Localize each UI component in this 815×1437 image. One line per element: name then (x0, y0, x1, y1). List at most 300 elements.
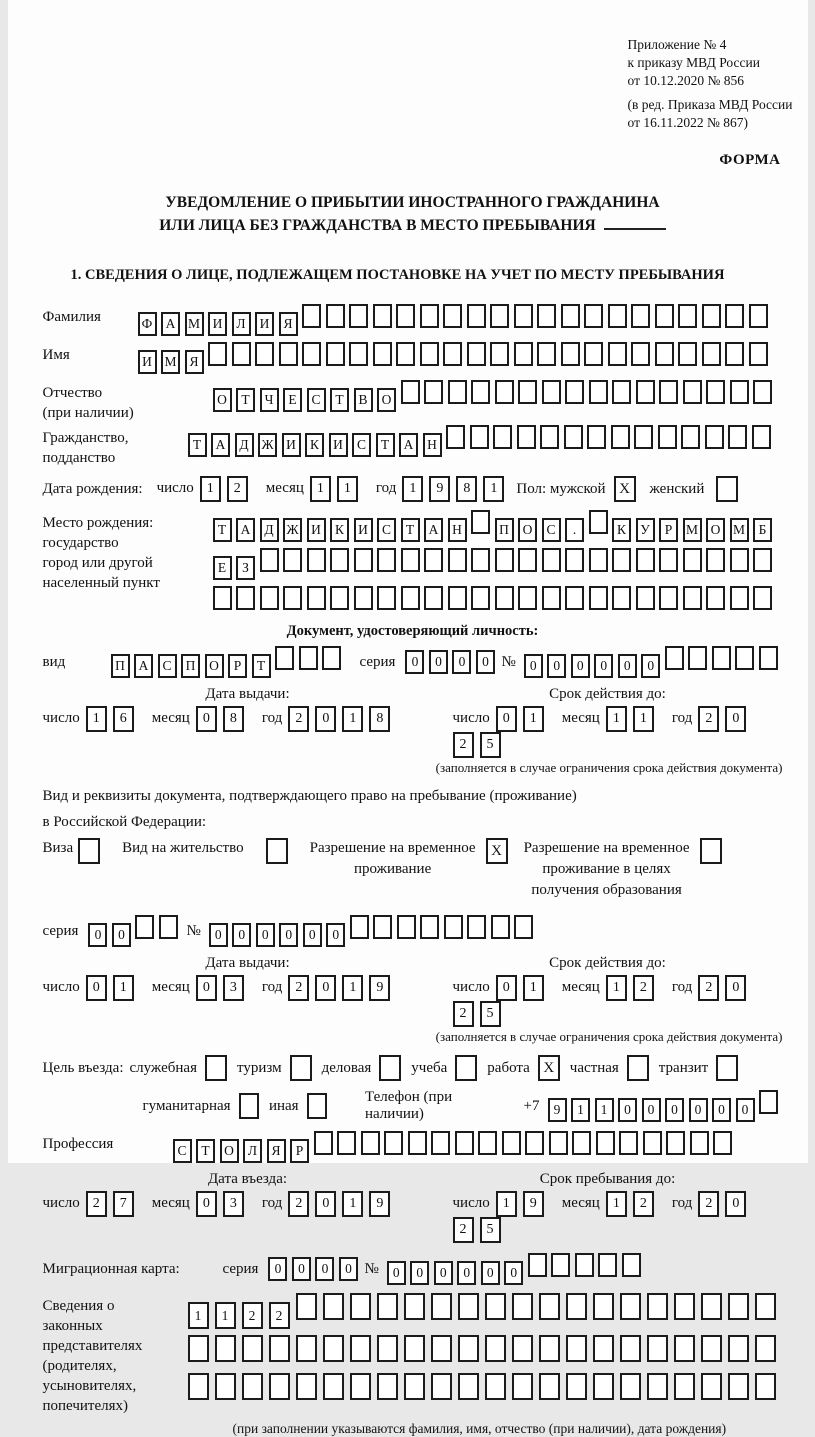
char-cell[interactable] (269, 1373, 290, 1400)
char-cell[interactable]: О (706, 518, 725, 542)
char-cell[interactable] (596, 1131, 615, 1155)
char-cell[interactable]: Д (235, 433, 254, 457)
char-cell[interactable]: Е (213, 556, 232, 580)
option-residence-permit-checkbox[interactable] (266, 838, 288, 864)
date-month-cell[interactable]: 8 (223, 706, 244, 732)
char-cell[interactable]: А (134, 654, 153, 678)
char-cell[interactable] (659, 548, 678, 572)
char-cell[interactable] (495, 586, 514, 610)
char-cell[interactable]: К (612, 518, 631, 542)
char-cell[interactable] (350, 1293, 371, 1320)
char-cell[interactable] (612, 548, 631, 572)
date-day-cell[interactable]: 0 (496, 706, 517, 732)
char-cell[interactable] (420, 304, 439, 328)
char-cell[interactable] (666, 1131, 685, 1155)
char-cell[interactable] (443, 342, 462, 366)
date-year-cell[interactable]: 1 (342, 975, 363, 1001)
char-cell[interactable] (517, 425, 536, 449)
char-cell[interactable]: В (354, 388, 373, 412)
char-cell[interactable] (471, 510, 490, 534)
char-cell[interactable] (279, 342, 298, 366)
char-cell[interactable] (420, 915, 439, 939)
char-cell[interactable]: 0 (594, 654, 613, 678)
title-blank-underline[interactable] (604, 216, 666, 230)
char-cell[interactable] (326, 304, 345, 328)
char-cell[interactable]: П (495, 518, 514, 542)
char-cell[interactable] (566, 1335, 587, 1362)
char-cell[interactable] (518, 548, 537, 572)
option-temp-residence-edu-checkbox[interactable] (700, 838, 722, 864)
char-cell[interactable] (420, 342, 439, 366)
char-cell[interactable] (326, 342, 345, 366)
char-cell[interactable]: П (181, 654, 200, 678)
date-month-cell[interactable]: 2 (633, 975, 654, 1001)
char-cell[interactable] (458, 1335, 479, 1362)
char-cell[interactable]: О (213, 388, 232, 412)
char-cell[interactable]: 2 (242, 1302, 263, 1329)
char-cell[interactable]: Т (376, 433, 395, 457)
char-cell[interactable]: А (236, 518, 255, 542)
char-cell[interactable] (404, 1335, 425, 1362)
char-cell[interactable] (377, 586, 396, 610)
char-cell[interactable] (683, 586, 702, 610)
char-cell[interactable] (542, 586, 561, 610)
char-cell[interactable]: Д (260, 518, 279, 542)
char-cell[interactable]: М (185, 312, 204, 336)
purpose-official-checkbox[interactable] (205, 1055, 227, 1081)
char-cell[interactable] (525, 1131, 544, 1155)
date-day-cell[interactable]: 1 (523, 706, 544, 732)
char-cell[interactable] (749, 304, 768, 328)
char-cell[interactable]: 0 (476, 650, 495, 674)
char-cell[interactable] (490, 342, 509, 366)
char-cell[interactable]: 0 (712, 1098, 731, 1122)
char-cell[interactable] (323, 1335, 344, 1362)
date-year-cell[interactable]: 2 (453, 732, 474, 758)
char-cell[interactable] (458, 1373, 479, 1400)
char-cell[interactable] (631, 304, 650, 328)
char-cell[interactable] (655, 304, 674, 328)
char-cell[interactable]: С (307, 388, 326, 412)
char-cell[interactable] (260, 548, 279, 572)
char-cell[interactable] (619, 1131, 638, 1155)
char-cell[interactable]: О (518, 518, 537, 542)
char-cell[interactable]: Л (232, 312, 251, 336)
char-cell[interactable] (584, 342, 603, 366)
date-year-cell[interactable]: 9 (369, 975, 390, 1001)
date-year-cell[interactable]: 8 (369, 706, 390, 732)
date-year-cell[interactable]: 1 (483, 476, 504, 502)
char-cell[interactable] (725, 342, 744, 366)
char-cell[interactable] (572, 1131, 591, 1155)
char-cell[interactable] (674, 1293, 695, 1320)
char-cell[interactable] (495, 380, 514, 404)
char-cell[interactable] (242, 1373, 263, 1400)
char-cell[interactable] (643, 1131, 662, 1155)
char-cell[interactable]: 0 (315, 1257, 334, 1281)
date-month-cell[interactable]: 1 (633, 706, 654, 732)
char-cell[interactable] (612, 586, 631, 610)
char-cell[interactable] (636, 586, 655, 610)
date-year-cell[interactable]: 1 (342, 1191, 363, 1217)
char-cell[interactable]: 0 (504, 1261, 523, 1285)
sex-female-checkbox[interactable] (716, 476, 738, 502)
char-cell[interactable]: Я (185, 350, 204, 374)
char-cell[interactable]: 0 (457, 1261, 476, 1285)
char-cell[interactable] (690, 1131, 709, 1155)
char-cell[interactable] (354, 586, 373, 610)
char-cell[interactable] (349, 342, 368, 366)
char-cell[interactable] (701, 1373, 722, 1400)
char-cell[interactable] (608, 304, 627, 328)
date-year-cell[interactable]: 8 (456, 476, 477, 502)
char-cell[interactable]: 0 (232, 923, 251, 947)
char-cell[interactable] (539, 1335, 560, 1362)
date-year-cell[interactable]: 1 (342, 706, 363, 732)
char-cell[interactable] (330, 548, 349, 572)
char-cell[interactable]: С (158, 654, 177, 678)
char-cell[interactable] (755, 1293, 776, 1320)
char-cell[interactable]: 1 (595, 1098, 614, 1122)
char-cell[interactable]: Я (267, 1139, 286, 1163)
char-cell[interactable]: Т (252, 654, 271, 678)
char-cell[interactable] (593, 1293, 614, 1320)
char-cell[interactable] (255, 342, 274, 366)
date-month-cell[interactable]: 2 (633, 1191, 654, 1217)
char-cell[interactable] (350, 1335, 371, 1362)
char-cell[interactable] (561, 342, 580, 366)
char-cell[interactable] (659, 380, 678, 404)
char-cell[interactable] (636, 380, 655, 404)
date-day-cell[interactable]: 1 (113, 975, 134, 1001)
char-cell[interactable] (260, 586, 279, 610)
char-cell[interactable] (688, 646, 707, 670)
char-cell[interactable]: 0 (571, 654, 590, 678)
date-year-cell[interactable]: 9 (369, 1191, 390, 1217)
char-cell[interactable] (377, 1293, 398, 1320)
char-cell[interactable]: А (211, 433, 230, 457)
char-cell[interactable]: 0 (256, 923, 275, 947)
char-cell[interactable] (755, 1335, 776, 1362)
char-cell[interactable] (678, 342, 697, 366)
char-cell[interactable]: 1 (571, 1098, 590, 1122)
char-cell[interactable] (491, 915, 510, 939)
purpose-transit-checkbox[interactable] (716, 1055, 738, 1081)
char-cell[interactable]: И (354, 518, 373, 542)
date-day-cell[interactable]: 1 (86, 706, 107, 732)
char-cell[interactable] (431, 1335, 452, 1362)
char-cell[interactable] (373, 304, 392, 328)
char-cell[interactable]: И (307, 518, 326, 542)
char-cell[interactable] (408, 1131, 427, 1155)
char-cell[interactable] (540, 425, 559, 449)
char-cell[interactable] (566, 1373, 587, 1400)
char-cell[interactable] (728, 1373, 749, 1400)
char-cell[interactable] (620, 1293, 641, 1320)
char-cell[interactable] (589, 510, 608, 534)
char-cell[interactable] (373, 342, 392, 366)
char-cell[interactable] (589, 548, 608, 572)
char-cell[interactable] (236, 586, 255, 610)
char-cell[interactable]: 0 (434, 1261, 453, 1285)
char-cell[interactable] (208, 342, 227, 366)
char-cell[interactable]: Т (213, 518, 232, 542)
purpose-business-checkbox[interactable] (379, 1055, 401, 1081)
char-cell[interactable]: 2 (269, 1302, 290, 1329)
char-cell[interactable] (587, 425, 606, 449)
date-year-cell[interactable]: 5 (480, 732, 501, 758)
char-cell[interactable]: Т (236, 388, 255, 412)
date-year-cell[interactable]: 0 (725, 975, 746, 1001)
char-cell[interactable] (584, 304, 603, 328)
char-cell[interactable] (377, 1335, 398, 1362)
date-year-cell[interactable]: 2 (698, 706, 719, 732)
char-cell[interactable] (397, 915, 416, 939)
char-cell[interactable] (589, 380, 608, 404)
char-cell[interactable]: Н (423, 433, 442, 457)
char-cell[interactable] (404, 1293, 425, 1320)
char-cell[interactable] (655, 342, 674, 366)
char-cell[interactable] (490, 304, 509, 328)
char-cell[interactable] (712, 646, 731, 670)
date-month-cell[interactable]: 0 (196, 706, 217, 732)
date-month-cell[interactable]: 1 (606, 1191, 627, 1217)
char-cell[interactable] (518, 380, 537, 404)
char-cell[interactable] (188, 1335, 209, 1362)
char-cell[interactable] (753, 586, 772, 610)
char-cell[interactable] (749, 342, 768, 366)
char-cell[interactable]: 0 (279, 923, 298, 947)
char-cell[interactable] (302, 304, 321, 328)
char-cell[interactable] (674, 1335, 695, 1362)
char-cell[interactable] (349, 304, 368, 328)
sex-male-checkbox[interactable]: X (614, 476, 636, 502)
char-cell[interactable] (678, 304, 697, 328)
char-cell[interactable]: М (730, 518, 749, 542)
char-cell[interactable] (307, 586, 326, 610)
char-cell[interactable]: 0 (292, 1257, 311, 1281)
char-cell[interactable]: О (205, 654, 224, 678)
char-cell[interactable] (589, 586, 608, 610)
date-year-cell[interactable]: 2 (698, 975, 719, 1001)
char-cell[interactable] (424, 548, 443, 572)
char-cell[interactable]: 0 (481, 1261, 500, 1285)
char-cell[interactable] (269, 1335, 290, 1362)
char-cell[interactable] (622, 1253, 641, 1277)
char-cell[interactable] (455, 1131, 474, 1155)
char-cell[interactable] (478, 1131, 497, 1155)
char-cell[interactable] (753, 548, 772, 572)
char-cell[interactable] (647, 1335, 668, 1362)
char-cell[interactable]: О (377, 388, 396, 412)
char-cell[interactable]: 0 (618, 654, 637, 678)
char-cell[interactable]: С (173, 1139, 192, 1163)
char-cell[interactable] (564, 425, 583, 449)
purpose-tourism-checkbox[interactable] (290, 1055, 312, 1081)
char-cell[interactable]: 0 (641, 654, 660, 678)
char-cell[interactable] (232, 342, 251, 366)
char-cell[interactable]: 0 (339, 1257, 358, 1281)
date-month-cell[interactable]: 0 (196, 1191, 217, 1217)
char-cell[interactable]: 0 (387, 1261, 406, 1285)
char-cell[interactable] (323, 1373, 344, 1400)
char-cell[interactable] (431, 1293, 452, 1320)
char-cell[interactable] (470, 425, 489, 449)
char-cell[interactable] (575, 1253, 594, 1277)
char-cell[interactable] (612, 380, 631, 404)
date-day-cell[interactable]: 2 (86, 1191, 107, 1217)
date-month-cell[interactable]: 1 (606, 975, 627, 1001)
char-cell[interactable]: Б (753, 518, 772, 542)
char-cell[interactable] (135, 915, 154, 939)
char-cell[interactable] (549, 1131, 568, 1155)
char-cell[interactable]: Т (330, 388, 349, 412)
char-cell[interactable] (528, 1253, 547, 1277)
char-cell[interactable]: М (161, 350, 180, 374)
char-cell[interactable]: А (424, 518, 443, 542)
char-cell[interactable] (539, 1293, 560, 1320)
char-cell[interactable] (396, 342, 415, 366)
char-cell[interactable] (611, 425, 630, 449)
char-cell[interactable]: З (236, 556, 255, 580)
char-cell[interactable] (681, 425, 700, 449)
purpose-other-checkbox[interactable] (307, 1093, 327, 1119)
date-year-cell[interactable]: 2 (288, 706, 309, 732)
char-cell[interactable] (323, 1293, 344, 1320)
char-cell[interactable] (373, 915, 392, 939)
char-cell[interactable] (215, 1373, 236, 1400)
char-cell[interactable] (730, 380, 749, 404)
char-cell[interactable]: 1 (215, 1302, 236, 1329)
char-cell[interactable] (485, 1293, 506, 1320)
char-cell[interactable] (598, 1253, 617, 1277)
char-cell[interactable]: К (305, 433, 324, 457)
date-year-cell[interactable]: 0 (725, 706, 746, 732)
char-cell[interactable]: 0 (618, 1098, 637, 1122)
char-cell[interactable]: С (377, 518, 396, 542)
char-cell[interactable] (512, 1293, 533, 1320)
char-cell[interactable] (401, 380, 420, 404)
char-cell[interactable] (467, 342, 486, 366)
char-cell[interactable] (467, 304, 486, 328)
char-cell[interactable] (354, 548, 373, 572)
char-cell[interactable]: 0 (326, 923, 345, 947)
char-cell[interactable] (283, 586, 302, 610)
date-year-cell[interactable]: 2 (453, 1001, 474, 1027)
date-day-cell[interactable]: 1 (523, 975, 544, 1001)
char-cell[interactable] (730, 548, 749, 572)
char-cell[interactable]: Е (283, 388, 302, 412)
char-cell[interactable] (471, 548, 490, 572)
char-cell[interactable] (730, 586, 749, 610)
char-cell[interactable] (275, 646, 294, 670)
char-cell[interactable] (759, 646, 778, 670)
char-cell[interactable] (565, 548, 584, 572)
char-cell[interactable] (728, 425, 747, 449)
char-cell[interactable] (728, 1293, 749, 1320)
date-year-cell[interactable]: 9 (429, 476, 450, 502)
char-cell[interactable]: И (329, 433, 348, 457)
char-cell[interactable] (448, 548, 467, 572)
char-cell[interactable] (296, 1335, 317, 1362)
char-cell[interactable] (514, 342, 533, 366)
char-cell[interactable] (683, 548, 702, 572)
date-day-cell[interactable]: 1 (496, 1191, 517, 1217)
char-cell[interactable]: А (399, 433, 418, 457)
char-cell[interactable] (551, 1253, 570, 1277)
char-cell[interactable]: А (161, 312, 180, 336)
char-cell[interactable] (350, 915, 369, 939)
char-cell[interactable] (701, 1335, 722, 1362)
date-year-cell[interactable]: 0 (315, 975, 336, 1001)
char-cell[interactable] (565, 380, 584, 404)
char-cell[interactable]: Т (401, 518, 420, 542)
char-cell[interactable] (242, 1335, 263, 1362)
date-year-cell[interactable]: 0 (315, 1191, 336, 1217)
char-cell[interactable]: 0 (452, 650, 471, 674)
date-month-cell[interactable]: 0 (196, 975, 217, 1001)
char-cell[interactable] (431, 1373, 452, 1400)
date-year-cell[interactable]: 2 (288, 975, 309, 1001)
char-cell[interactable] (337, 1131, 356, 1155)
char-cell[interactable] (542, 380, 561, 404)
char-cell[interactable]: Ж (283, 518, 302, 542)
char-cell[interactable] (706, 380, 725, 404)
char-cell[interactable]: 0 (405, 650, 424, 674)
char-cell[interactable] (283, 548, 302, 572)
date-year-cell[interactable]: 1 (402, 476, 423, 502)
char-cell[interactable]: 0 (268, 1257, 287, 1281)
date-day-cell[interactable]: 9 (523, 1191, 544, 1217)
char-cell[interactable]: 0 (689, 1098, 708, 1122)
date-day-cell[interactable]: 6 (113, 706, 134, 732)
char-cell[interactable] (502, 1131, 521, 1155)
char-cell[interactable] (377, 548, 396, 572)
char-cell[interactable] (350, 1373, 371, 1400)
char-cell[interactable]: Р (659, 518, 678, 542)
char-cell[interactable] (759, 1090, 778, 1114)
char-cell[interactable] (706, 548, 725, 572)
char-cell[interactable]: Т (188, 433, 207, 457)
char-cell[interactable] (215, 1335, 236, 1362)
date-day-cell[interactable]: 1 (200, 476, 221, 502)
char-cell[interactable] (467, 915, 486, 939)
date-year-cell[interactable]: 5 (480, 1217, 501, 1243)
char-cell[interactable] (431, 1131, 450, 1155)
char-cell[interactable] (542, 548, 561, 572)
purpose-study-checkbox[interactable] (455, 1055, 477, 1081)
char-cell[interactable] (322, 646, 341, 670)
char-cell[interactable] (446, 425, 465, 449)
char-cell[interactable] (471, 586, 490, 610)
char-cell[interactable]: 0 (209, 923, 228, 947)
char-cell[interactable]: Р (290, 1139, 309, 1163)
char-cell[interactable]: 0 (410, 1261, 429, 1285)
char-cell[interactable]: 0 (303, 923, 322, 947)
option-temp-residence-checkbox[interactable]: X (486, 838, 508, 864)
char-cell[interactable] (561, 304, 580, 328)
char-cell[interactable] (706, 586, 725, 610)
char-cell[interactable]: Ч (260, 388, 279, 412)
char-cell[interactable] (188, 1373, 209, 1400)
char-cell[interactable] (683, 380, 702, 404)
char-cell[interactable]: 0 (112, 923, 131, 947)
char-cell[interactable]: 0 (665, 1098, 684, 1122)
char-cell[interactable]: Н (448, 518, 467, 542)
char-cell[interactable]: 0 (547, 654, 566, 678)
char-cell[interactable] (674, 1373, 695, 1400)
char-cell[interactable] (658, 425, 677, 449)
